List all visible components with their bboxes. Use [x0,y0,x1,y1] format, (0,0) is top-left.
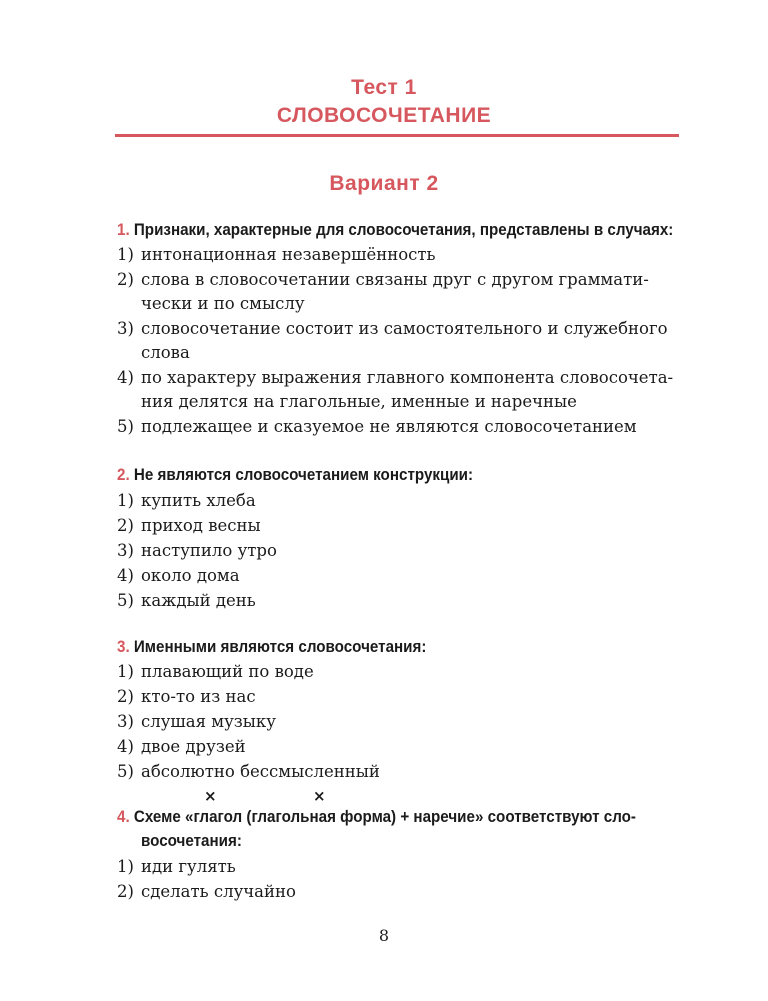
option-1-2: 2) слова в словосочетании связаны друг с другом граммати- [117,270,649,289]
option-3-2: 2) кто-то из нас [117,687,256,706]
question-4 [117,805,683,829]
question-1 [117,218,683,242]
question-number: 2. [117,466,130,484]
question-text: Схеме «глагол (глагольная форма) + наречие» соответствуют сло- [133,808,636,826]
test-label: Тест 1 [351,76,417,99]
question-3 [117,635,683,659]
option-2-1: 1) купить хлеба [117,491,256,510]
option-3-5: 5) абсолютно бессмысленный [117,762,380,781]
question-text: Именными являются словосочетания: [133,638,427,656]
option-2-3: 3) наступило утро [117,541,277,560]
option-1-2-cont: чески и по смыслу [141,294,305,313]
question-4-cont: восочетания: [141,832,242,850]
question-2 [117,463,683,487]
topic-title: СЛОВОСОЧЕТАНИЕ [276,104,492,127]
option-1-5: 5) подлежащее и сказуемое не являются словосочетанием [117,417,637,436]
cross-mark: × [313,787,326,805]
question-number: 4. [117,808,130,826]
option-2-2: 2) приход весны [117,516,261,535]
header-rule [115,134,679,137]
page-number: 8 [378,926,390,945]
question-number: 1. [117,221,130,239]
option-1-1: 1) интонационная незавершённость [117,245,436,264]
option-4-2: 2) сделать случайно [117,882,296,901]
question-number: 3. [117,638,130,656]
option-1-4-cont: ния делятся на глагольные, именные и наречные [141,392,577,411]
variant-title: Вариант 2 [329,172,439,195]
cross-mark: × [204,787,217,805]
option-3-1: 1) плавающий по воде [117,662,314,681]
option-1-3: 3) словосочетание состоит из самостоятельного и служебного [117,319,668,338]
option-2-5: 5) каждый день [117,591,256,610]
option-1-3-cont: слова [141,343,190,362]
option-1-4: 4) по характеру выражения главного компонента словосочета- [117,368,674,387]
option-4-1: 1) иди гулять [117,857,236,876]
option-3-3: 3) слушая музыку [117,712,276,731]
option-2-4: 4) около дома [117,566,240,585]
question-text: Не являются словосочетанием конструкции: [133,466,474,484]
question-text: Признаки, характерные для словосочетания, представлены в случаях: [133,221,674,239]
option-3-4: 4) двое друзей [117,737,246,756]
